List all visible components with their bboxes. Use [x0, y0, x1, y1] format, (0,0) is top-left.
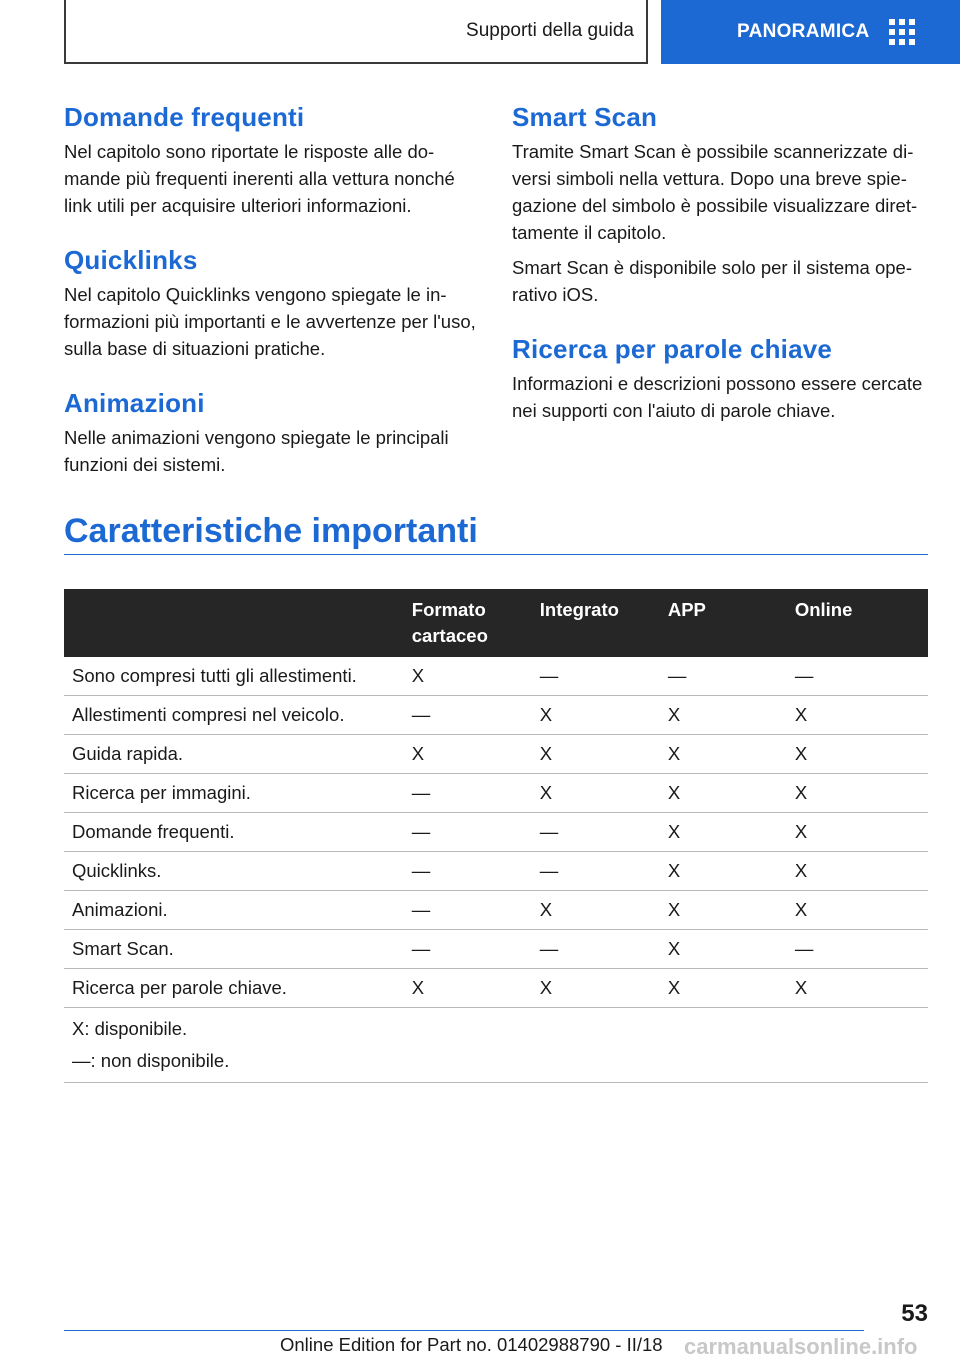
table-header-cell: Online	[787, 589, 928, 657]
table-row	[64, 657, 928, 696]
table-header-row	[64, 589, 928, 657]
table-cell: X	[532, 735, 660, 774]
section-paragraph: Nel capitolo Quicklinks vengono spiegate le informazioni più importanti e le avvertenze per l'uso, sulla base di situazioni pratiche.	[64, 284, 476, 359]
section-ricerca-parole-chiave	[512, 332, 928, 424]
table-cell: Ricerca per immagini.	[64, 774, 404, 813]
table-cell: —	[404, 930, 532, 969]
section-domande-frequenti	[64, 100, 484, 219]
table-cell: X	[404, 735, 532, 774]
table-row	[64, 813, 928, 852]
table-cell: Smart Scan.	[64, 930, 404, 969]
table-header-cell: APP	[660, 589, 787, 657]
section-title: Quicklinks	[64, 245, 198, 275]
table-cell: X	[787, 813, 928, 852]
header-chapter-tab[interactable]	[661, 0, 960, 64]
table-cell: X	[660, 852, 787, 891]
right-column	[512, 100, 928, 448]
table-row	[64, 930, 928, 969]
section-smart-scan	[512, 100, 928, 308]
table-row	[64, 774, 928, 813]
table-cell: X	[787, 735, 928, 774]
header-section-tab	[64, 0, 648, 64]
header-section-label: Supporti della guida	[466, 20, 634, 41]
table-cell: X	[404, 657, 532, 696]
section-title: Domande frequenti	[64, 102, 305, 132]
table-cell: —	[404, 813, 532, 852]
table-cell: X	[660, 696, 787, 735]
section-paragraph: Informazioni e descrizioni possono essere cercate nei supporti con l'aiuto di parole chiave.	[512, 373, 923, 421]
table-row	[64, 852, 928, 891]
table-cell: —	[404, 696, 532, 735]
table-cell: X	[404, 969, 532, 1008]
table-cell: Guida rapida.	[64, 735, 404, 774]
table-legend-row	[64, 1008, 928, 1083]
section-quicklinks	[64, 243, 484, 362]
section-paragraph: Nel capitolo sono riportate le risposte alle domande più frequenti inerenti alla vettura nonché link utili per acquisire ulteriori informazioni.	[64, 141, 455, 216]
table-cell: Animazioni.	[64, 891, 404, 930]
table-legend	[64, 1008, 928, 1083]
table-cell: Allestimenti compresi nel veicolo.	[64, 696, 404, 735]
table-row	[64, 969, 928, 1008]
legend-available: X: disponibile.	[72, 1018, 188, 1039]
table-cell: Sono compresi tutti gli allestimenti.	[64, 657, 404, 696]
table-cell: X	[660, 813, 787, 852]
page-number: 53	[901, 1300, 928, 1327]
section-title: Smart Scan	[512, 102, 658, 132]
page-title: Caratteristiche importanti	[64, 512, 478, 550]
table-cell: —	[404, 852, 532, 891]
table-cell: Quicklinks.	[64, 852, 404, 891]
left-column	[64, 100, 484, 502]
table-cell: X	[660, 969, 787, 1008]
table-cell: X	[660, 930, 787, 969]
watermark: carmanualsonline.info	[684, 1334, 918, 1359]
table-cell: X	[660, 735, 787, 774]
section-animazioni	[64, 386, 484, 478]
table-cell: Ricerca per parole chiave.	[64, 969, 404, 1008]
table-cell: X	[532, 891, 660, 930]
table-row	[64, 891, 928, 930]
section-title: Ricerca per parole chiave	[512, 334, 833, 364]
legend-unavailable: —: non disponibile.	[72, 1050, 230, 1071]
footer-edition: Online Edition for Part no. 01402988790 - II/18	[280, 1334, 663, 1355]
footer-divider	[64, 1330, 864, 1331]
section-title: Animazioni	[64, 388, 205, 418]
table-cell: —	[404, 774, 532, 813]
features-table	[64, 589, 928, 1083]
table-cell: —	[404, 891, 532, 930]
table-cell: —	[660, 657, 787, 696]
table-cell: —	[787, 657, 928, 696]
header-chapter-label: PANORAMICA	[737, 21, 870, 42]
table-row	[64, 696, 928, 735]
table-cell: X	[787, 696, 928, 735]
section-paragraph: Tramite Smart Scan è possibile scannerizzate diversi simboli nella vettura. Dopo una breve spiegazione del simbolo è possibile visualizzare direttamente il capitolo.	[512, 141, 918, 243]
table-cell: X	[787, 852, 928, 891]
table-row	[64, 735, 928, 774]
table-cell: X	[660, 774, 787, 813]
grid-menu-icon[interactable]	[889, 19, 915, 45]
table-cell: X	[532, 696, 660, 735]
table-cell: X	[787, 774, 928, 813]
table-cell: X	[532, 969, 660, 1008]
table-cell: X	[787, 891, 928, 930]
table-header-cell: Formato cartaceo	[404, 589, 532, 657]
section-paragraph: Nelle animazioni vengono spiegate le principali funzioni dei sistemi.	[64, 427, 449, 475]
table-cell: —	[532, 852, 660, 891]
title-divider	[64, 554, 928, 555]
table-cell: —	[532, 930, 660, 969]
table-cell: —	[787, 930, 928, 969]
table-header-cell	[64, 589, 404, 657]
table-header-cell: Integrato	[532, 589, 660, 657]
table-cell: X	[532, 774, 660, 813]
table-cell: X	[787, 969, 928, 1008]
table-cell: —	[532, 813, 660, 852]
table-cell: —	[532, 657, 660, 696]
table-cell: X	[660, 891, 787, 930]
table-cell: Domande frequenti.	[64, 813, 404, 852]
section-paragraph: Smart Scan è disponibile solo per il sistema operativo iOS.	[512, 257, 913, 305]
